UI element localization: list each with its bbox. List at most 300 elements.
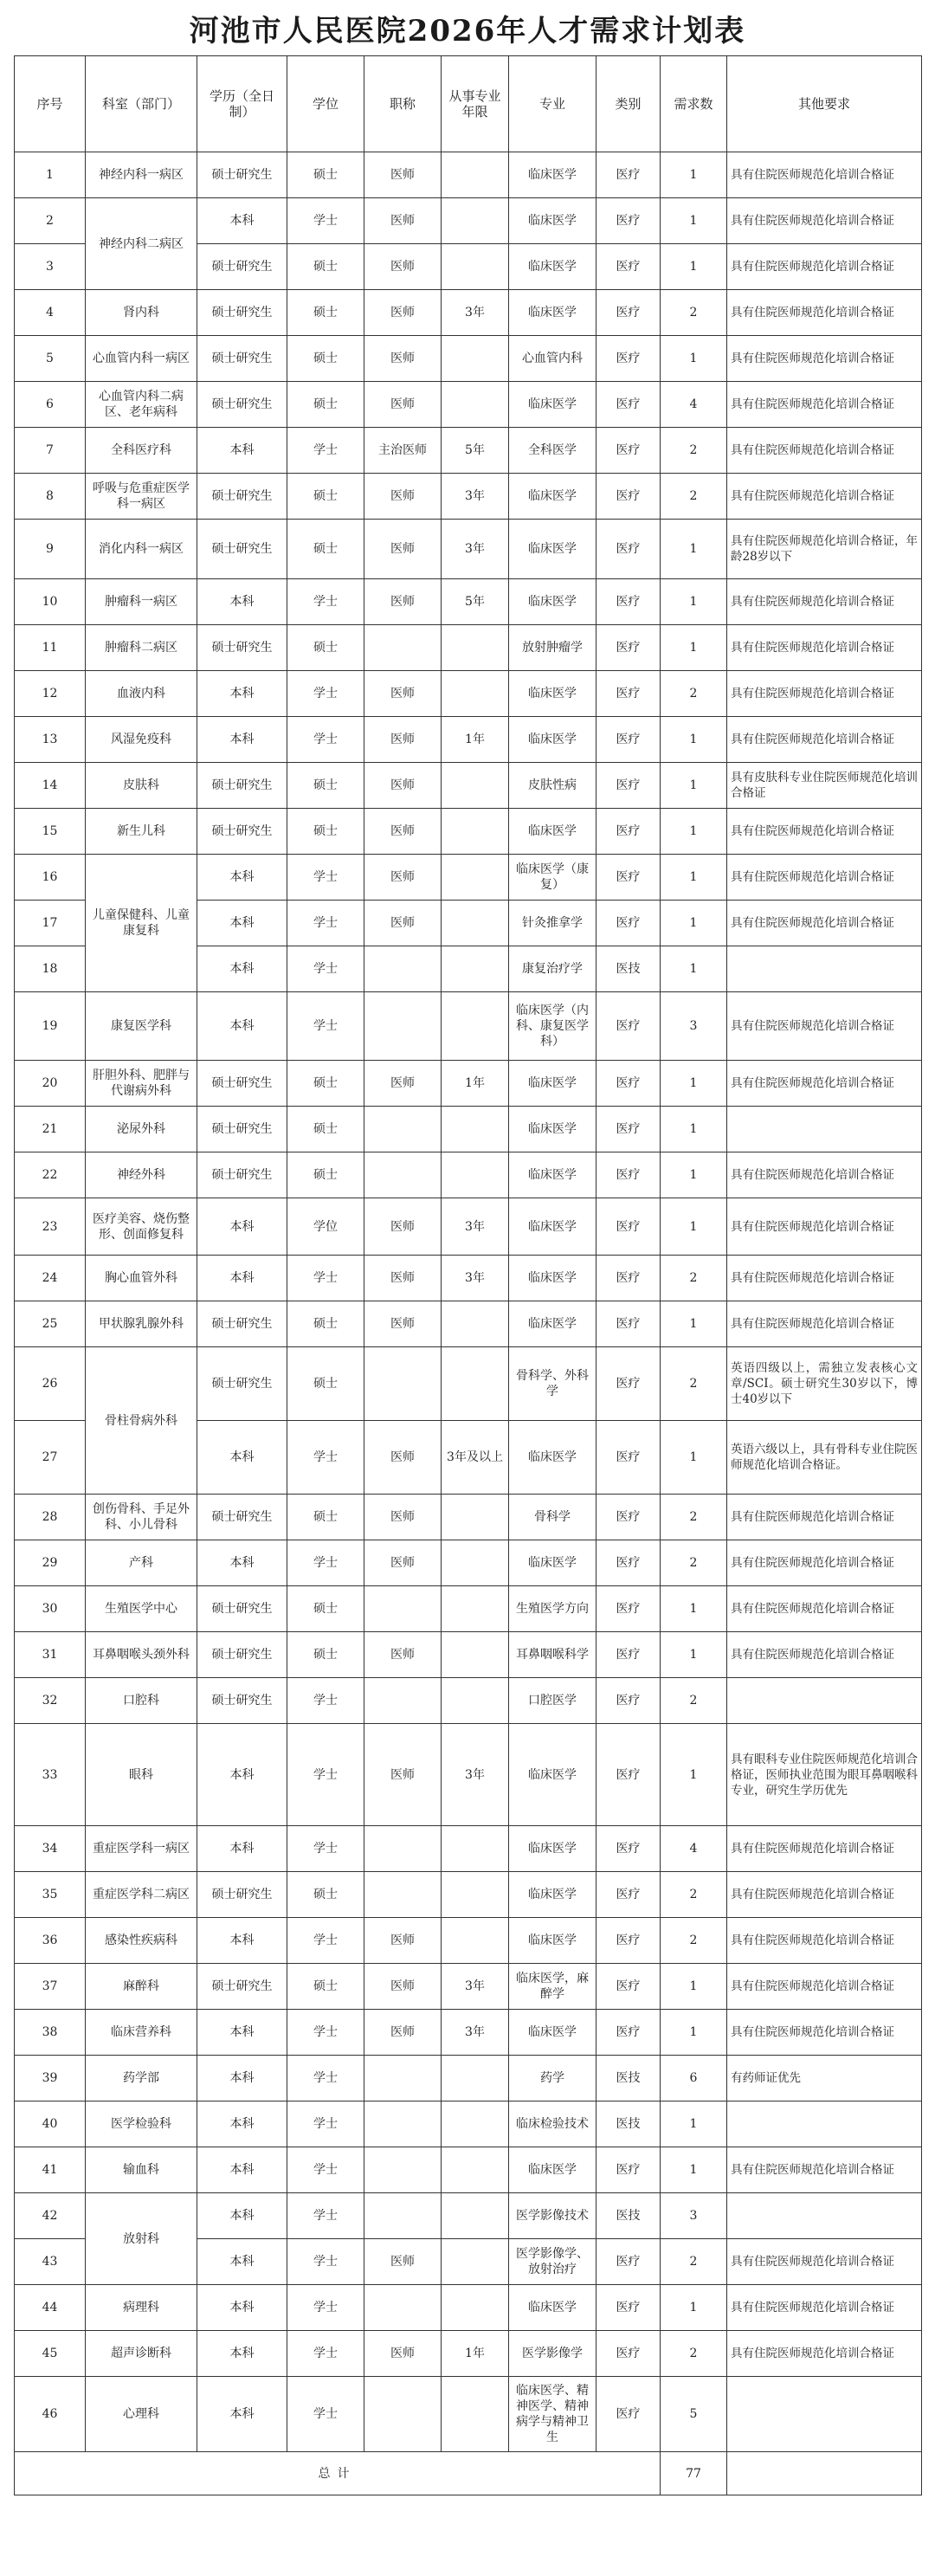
- degree-cell: 学士: [287, 1918, 364, 1964]
- degree-cell: 学士: [287, 671, 364, 717]
- total-row: [15, 2452, 922, 2495]
- years-cell: [442, 809, 509, 855]
- degree-cell: 学士: [287, 1540, 364, 1586]
- other-cell: 具有住院医师规范化培训合格证: [727, 1632, 922, 1678]
- category-cell: 医疗: [596, 2239, 661, 2285]
- category-cell: 医疗: [596, 336, 661, 382]
- no-cell: 38: [15, 2010, 86, 2056]
- need-cell: 1: [661, 198, 727, 244]
- major-cell: 临床医学: [509, 1061, 596, 1107]
- no-cell: 32: [15, 1678, 86, 1724]
- title-cell: [364, 1586, 442, 1632]
- dept-cell: 肿瘤科二病区: [86, 625, 197, 671]
- other-cell: 具有皮肤科专业住院医师规范化培训合格证: [727, 763, 922, 809]
- need-cell: 1: [661, 946, 727, 992]
- title-cell: 医师: [364, 1301, 442, 1347]
- title-cell: 医师: [364, 1540, 442, 1586]
- category-cell: 医技: [596, 2101, 661, 2147]
- table-header-row: [15, 56, 922, 152]
- no-cell: 4: [15, 290, 86, 336]
- degree-cell: 硕士: [287, 1872, 364, 1918]
- table-row: [15, 382, 922, 428]
- major-cell: 生殖医学方向: [509, 1586, 596, 1632]
- years-cell: 1年: [442, 717, 509, 763]
- header-degree: 学位: [287, 56, 364, 152]
- years-cell: [442, 1540, 509, 1586]
- category-cell: 医疗: [596, 1061, 661, 1107]
- other-cell: 具有住院医师规范化培训合格证，年龄28岁以下: [727, 520, 922, 579]
- other-cell: [727, 2377, 922, 2452]
- other-cell: 具有住院医师规范化培训合格证: [727, 474, 922, 520]
- title-cell: 医师: [364, 2239, 442, 2285]
- major-cell: 临床医学: [509, 1724, 596, 1826]
- title-cell: [364, 2285, 442, 2331]
- category-cell: 医疗: [596, 671, 661, 717]
- degree-cell: 学士: [287, 2010, 364, 2056]
- degree-cell: 学士: [287, 579, 364, 625]
- title-cell: 医师: [364, 382, 442, 428]
- degree-cell: 硕士: [287, 1301, 364, 1347]
- table-row: [15, 2331, 922, 2377]
- table-row: [15, 579, 922, 625]
- table-row: [15, 1061, 922, 1107]
- other-cell: 具有住院医师规范化培训合格证: [727, 855, 922, 901]
- other-cell: 具有住院医师规范化培训合格证: [727, 671, 922, 717]
- major-cell: 临床医学: [509, 1918, 596, 1964]
- no-cell: 29: [15, 1540, 86, 1586]
- category-cell: 医疗: [596, 1421, 661, 1495]
- years-cell: [442, 198, 509, 244]
- category-cell: 医疗: [596, 855, 661, 901]
- table-row: [15, 1826, 922, 1872]
- need-cell: 1: [661, 520, 727, 579]
- no-cell: 35: [15, 1872, 86, 1918]
- degree-cell: 学士: [287, 855, 364, 901]
- degree-cell: 学士: [287, 198, 364, 244]
- category-cell: 医疗: [596, 198, 661, 244]
- title-cell: 医师: [364, 763, 442, 809]
- category-cell: 医疗: [596, 1872, 661, 1918]
- education-cell: 硕士研究生: [197, 763, 287, 809]
- years-cell: [442, 1678, 509, 1724]
- years-cell: 1年: [442, 1061, 509, 1107]
- title-cell: [364, 1152, 442, 1198]
- table-row: [15, 1678, 922, 1724]
- table-row: [15, 625, 922, 671]
- education-cell: 硕士研究生: [197, 520, 287, 579]
- table-row: [15, 1107, 922, 1152]
- dept-cell: 口腔科: [86, 1678, 197, 1724]
- need-cell: 1: [661, 2285, 727, 2331]
- title-cell: 医师: [364, 901, 442, 946]
- years-cell: [442, 855, 509, 901]
- no-cell: 10: [15, 579, 86, 625]
- major-cell: 临床医学，麻醉学: [509, 1964, 596, 2010]
- degree-cell: 学士: [287, 2239, 364, 2285]
- category-cell: 医疗: [596, 244, 661, 290]
- other-cell: [727, 2193, 922, 2239]
- table-row: [15, 809, 922, 855]
- header-need: 需求数: [661, 56, 727, 152]
- years-cell: [442, 1347, 509, 1421]
- education-cell: 本科: [197, 901, 287, 946]
- major-cell: 临床医学: [509, 2147, 596, 2193]
- major-cell: 康复治疗学: [509, 946, 596, 992]
- title-cell: [364, 625, 442, 671]
- years-cell: [442, 2377, 509, 2452]
- title-cell: 医师: [364, 1964, 442, 2010]
- major-cell: 临床医学: [509, 198, 596, 244]
- need-cell: 2: [661, 474, 727, 520]
- category-cell: 医疗: [596, 992, 661, 1061]
- degree-cell: 硕士: [287, 1632, 364, 1678]
- degree-cell: 学士: [287, 2377, 364, 2452]
- title-cell: 医师: [364, 579, 442, 625]
- dept-cell: 心血管内科一病区: [86, 336, 197, 382]
- table-row: [15, 671, 922, 717]
- category-cell: 医疗: [596, 1632, 661, 1678]
- degree-cell: 学士: [287, 2193, 364, 2239]
- other-cell: 具有住院医师规范化培训合格证: [727, 1256, 922, 1301]
- category-cell: 医疗: [596, 474, 661, 520]
- major-cell: 针灸推拿学: [509, 901, 596, 946]
- need-cell: 5: [661, 2377, 727, 2452]
- header-title: 职称: [364, 56, 442, 152]
- table-row: [15, 2377, 922, 2452]
- category-cell: 医疗: [596, 1724, 661, 1826]
- no-cell: 14: [15, 763, 86, 809]
- major-cell: 放射肿瘤学: [509, 625, 596, 671]
- other-cell: [727, 1678, 922, 1724]
- other-cell: 具有住院医师规范化培训合格证: [727, 1872, 922, 1918]
- years-cell: [442, 1301, 509, 1347]
- no-cell: 23: [15, 1198, 86, 1256]
- major-cell: 临床医学: [509, 2285, 596, 2331]
- years-cell: [442, 2193, 509, 2239]
- dept-cell: 医疗美容、烧伤整形、创面修复科: [86, 1198, 197, 1256]
- other-cell: 具有住院医师规范化培训合格证: [727, 1495, 922, 1540]
- major-cell: 临床医学: [509, 474, 596, 520]
- table-row: [15, 1918, 922, 1964]
- major-cell: 心血管内科: [509, 336, 596, 382]
- major-cell: 临床医学、精神医学、精神病学与精神卫生: [509, 2377, 596, 2452]
- no-cell: 13: [15, 717, 86, 763]
- no-cell: 44: [15, 2285, 86, 2331]
- dept-cell: 创伤骨科、手足外科、小儿骨科: [86, 1495, 197, 1540]
- years-cell: [442, 763, 509, 809]
- major-cell: 临床医学（康复）: [509, 855, 596, 901]
- need-cell: 1: [661, 625, 727, 671]
- need-cell: 1: [661, 1301, 727, 1347]
- category-cell: 医疗: [596, 382, 661, 428]
- years-cell: [442, 336, 509, 382]
- table-row: [15, 1301, 922, 1347]
- dept-cell: 康复医学科: [86, 992, 197, 1061]
- need-cell: 2: [661, 2239, 727, 2285]
- title-cell: 医师: [364, 1421, 442, 1495]
- need-cell: 1: [661, 1586, 727, 1632]
- need-cell: 2: [661, 671, 727, 717]
- category-cell: 医疗: [596, 1964, 661, 2010]
- degree-cell: 硕士: [287, 152, 364, 198]
- no-cell: 11: [15, 625, 86, 671]
- dept-cell: 麻醉科: [86, 1964, 197, 2010]
- document-title: 河池市人民医院2026年人才需求计划表: [189, 13, 746, 48]
- no-cell: 18: [15, 946, 86, 992]
- education-cell: 硕士研究生: [197, 290, 287, 336]
- other-cell: 具有住院医师规范化培训合格证: [727, 1061, 922, 1107]
- major-cell: 药学: [509, 2056, 596, 2101]
- major-cell: 临床医学: [509, 152, 596, 198]
- other-cell: 具有住院医师规范化培训合格证: [727, 1198, 922, 1256]
- major-cell: 医学影像学: [509, 2331, 596, 2377]
- need-cell: 4: [661, 382, 727, 428]
- title-cell: [364, 1107, 442, 1152]
- major-cell: 临床医学: [509, 1152, 596, 1198]
- title-cell: 医师: [364, 1061, 442, 1107]
- education-cell: 本科: [197, 1918, 287, 1964]
- no-cell: 22: [15, 1152, 86, 1198]
- dept-cell: 感染性疾病科: [86, 1918, 197, 1964]
- years-cell: [442, 1586, 509, 1632]
- table-row: [15, 1256, 922, 1301]
- education-cell: 本科: [197, 1826, 287, 1872]
- no-cell: 2: [15, 198, 86, 244]
- other-cell: 具有住院医师规范化培训合格证: [727, 901, 922, 946]
- need-cell: 1: [661, 1421, 727, 1495]
- degree-cell: 学位: [287, 1198, 364, 1256]
- education-cell: 本科: [197, 198, 287, 244]
- major-cell: 医学影像技术: [509, 2193, 596, 2239]
- no-cell: 36: [15, 1918, 86, 1964]
- degree-cell: 硕士: [287, 244, 364, 290]
- no-cell: 17: [15, 901, 86, 946]
- degree-cell: 硕士: [287, 290, 364, 336]
- degree-cell: 学士: [287, 1256, 364, 1301]
- header-dept: 科室（部门）: [86, 56, 197, 152]
- other-cell: [727, 946, 922, 992]
- major-cell: 临床医学: [509, 1301, 596, 1347]
- need-cell: 1: [661, 855, 727, 901]
- dept-cell: 消化内科一病区: [86, 520, 197, 579]
- years-cell: [442, 244, 509, 290]
- need-cell: 1: [661, 1152, 727, 1198]
- table-row: [15, 717, 922, 763]
- category-cell: 医疗: [596, 152, 661, 198]
- years-cell: [442, 1872, 509, 1918]
- no-cell: 19: [15, 992, 86, 1061]
- table-row: [15, 2193, 922, 2239]
- no-cell: 37: [15, 1964, 86, 2010]
- title-cell: 医师: [364, 1256, 442, 1301]
- dept-cell: 肝胆外科、肥胖与代谢病外科: [86, 1061, 197, 1107]
- category-cell: 医疗: [596, 2331, 661, 2377]
- no-cell: 16: [15, 855, 86, 901]
- table-row: [15, 1198, 922, 1256]
- table-row: [15, 474, 922, 520]
- need-cell: 1: [661, 1724, 727, 1826]
- category-cell: 医疗: [596, 1301, 661, 1347]
- table-row: [15, 336, 922, 382]
- header-no: 序号: [15, 56, 86, 152]
- education-cell: 硕士研究生: [197, 1347, 287, 1421]
- dept-cell: 胸心血管外科: [86, 1256, 197, 1301]
- no-cell: 12: [15, 671, 86, 717]
- category-cell: 医疗: [596, 579, 661, 625]
- category-cell: 医疗: [596, 809, 661, 855]
- need-cell: 2: [661, 1540, 727, 1586]
- title-cell: 医师: [364, 336, 442, 382]
- education-cell: 硕士研究生: [197, 625, 287, 671]
- years-cell: 3年: [442, 520, 509, 579]
- degree-cell: 学士: [287, 1678, 364, 1724]
- other-cell: 具有住院医师规范化培训合格证: [727, 1964, 922, 2010]
- category-cell: 医技: [596, 2193, 661, 2239]
- title-cell: 医师: [364, 290, 442, 336]
- education-cell: 硕士研究生: [197, 1061, 287, 1107]
- table-row: [15, 2147, 922, 2193]
- years-cell: [442, 992, 509, 1061]
- years-cell: [442, 671, 509, 717]
- table-row: [15, 428, 922, 474]
- table-row: [15, 290, 922, 336]
- degree-cell: 学士: [287, 2285, 364, 2331]
- years-cell: [442, 1632, 509, 1678]
- dept-cell: 神经外科: [86, 1152, 197, 1198]
- years-cell: [442, 2285, 509, 2331]
- table-row: [15, 2101, 922, 2147]
- category-cell: 医疗: [596, 1540, 661, 1586]
- education-cell: 本科: [197, 855, 287, 901]
- dept-cell: 皮肤科: [86, 763, 197, 809]
- degree-cell: 硕士: [287, 809, 364, 855]
- other-cell: 具有住院医师规范化培训合格证: [727, 382, 922, 428]
- other-cell: 具有住院医师规范化培训合格证: [727, 1918, 922, 1964]
- major-cell: 皮肤性病: [509, 763, 596, 809]
- total-label: 总计: [15, 2452, 661, 2495]
- dept-cell: 生殖医学中心: [86, 1586, 197, 1632]
- category-cell: 医疗: [596, 2285, 661, 2331]
- header-major: 专业: [509, 56, 596, 152]
- major-cell: 临床医学: [509, 1540, 596, 1586]
- dept-cell: 心理科: [86, 2377, 197, 2452]
- other-cell: 具有住院医师规范化培训合格证: [727, 579, 922, 625]
- major-cell: 临床医学: [509, 717, 596, 763]
- other-cell: 具有住院医师规范化培训合格证: [727, 290, 922, 336]
- major-cell: 临床检验技术: [509, 2101, 596, 2147]
- degree-cell: 硕士: [287, 382, 364, 428]
- years-cell: [442, 2056, 509, 2101]
- table-row: [15, 2010, 922, 2056]
- education-cell: 本科: [197, 2056, 287, 2101]
- dept-cell: 全科医疗科: [86, 428, 197, 474]
- table-row: [15, 1964, 922, 2010]
- title-cell: 医师: [364, 855, 442, 901]
- education-cell: 硕士研究生: [197, 336, 287, 382]
- education-cell: 本科: [197, 671, 287, 717]
- other-cell: 具有住院医师规范化培训合格证: [727, 1586, 922, 1632]
- dept-cell: 病理科: [86, 2285, 197, 2331]
- years-cell: [442, 2147, 509, 2193]
- education-cell: 硕士研究生: [197, 1495, 287, 1540]
- table-row: [15, 152, 922, 198]
- table-row: [15, 198, 922, 244]
- category-cell: 医疗: [596, 290, 661, 336]
- category-cell: 医疗: [596, 717, 661, 763]
- header-category: 类别: [596, 56, 661, 152]
- table-row: [15, 1724, 922, 1826]
- other-cell: 具有住院医师规范化培训合格证: [727, 1301, 922, 1347]
- dept-cell: 心血管内科二病区、老年病科: [86, 382, 197, 428]
- degree-cell: 硕士: [287, 520, 364, 579]
- years-cell: [442, 1152, 509, 1198]
- no-cell: 1: [15, 152, 86, 198]
- table-row: [15, 2056, 922, 2101]
- education-cell: 本科: [197, 992, 287, 1061]
- title-cell: [364, 1347, 442, 1421]
- title-cell: 医师: [364, 1918, 442, 1964]
- title-cell: [364, 2056, 442, 2101]
- category-cell: 医疗: [596, 1152, 661, 1198]
- no-cell: 24: [15, 1256, 86, 1301]
- category-cell: 医疗: [596, 1198, 661, 1256]
- title-cell: [364, 992, 442, 1061]
- education-cell: 硕士研究生: [197, 474, 287, 520]
- dept-cell: 临床营养科: [86, 2010, 197, 2056]
- other-cell: 具有住院医师规范化培训合格证: [727, 992, 922, 1061]
- education-cell: 硕士研究生: [197, 1301, 287, 1347]
- need-cell: 1: [661, 2147, 727, 2193]
- major-cell: 临床医学: [509, 1256, 596, 1301]
- total-empty: [727, 2452, 922, 2495]
- need-cell: 1: [661, 809, 727, 855]
- dept-cell: 药学部: [86, 2056, 197, 2101]
- title-cell: 医师: [364, 1495, 442, 1540]
- degree-cell: 硕士: [287, 474, 364, 520]
- major-cell: 临床医学: [509, 579, 596, 625]
- need-cell: 1: [661, 1632, 727, 1678]
- degree-cell: 学士: [287, 992, 364, 1061]
- need-cell: 4: [661, 1826, 727, 1872]
- education-cell: 硕士研究生: [197, 1632, 287, 1678]
- other-cell: 具有眼科专业住院医师规范化培训合格证，医师执业范围为眼耳鼻咽喉科专业，研究生学历优先: [727, 1724, 922, 1826]
- no-cell: 30: [15, 1586, 86, 1632]
- no-cell: 3: [15, 244, 86, 290]
- years-cell: 3年: [442, 1256, 509, 1301]
- no-cell: 20: [15, 1061, 86, 1107]
- no-cell: 43: [15, 2239, 86, 2285]
- dept-cell: 医学检验科: [86, 2101, 197, 2147]
- education-cell: 本科: [197, 2147, 287, 2193]
- other-cell: 有药师证优先: [727, 2056, 922, 2101]
- other-cell: [727, 2101, 922, 2147]
- years-cell: 5年: [442, 428, 509, 474]
- degree-cell: 硕士: [287, 625, 364, 671]
- category-cell: 医疗: [596, 1918, 661, 1964]
- degree-cell: 学士: [287, 428, 364, 474]
- other-cell: 具有住院医师规范化培训合格证: [727, 625, 922, 671]
- years-cell: [442, 1107, 509, 1152]
- title-cell: 医师: [364, 717, 442, 763]
- years-cell: [442, 1495, 509, 1540]
- education-cell: 本科: [197, 2101, 287, 2147]
- major-cell: 临床医学: [509, 1826, 596, 1872]
- other-cell: [727, 1107, 922, 1152]
- title-cell: 医师: [364, 1724, 442, 1826]
- degree-cell: 硕士: [287, 1586, 364, 1632]
- major-cell: 临床医学（内科、康复医学科）: [509, 992, 596, 1061]
- category-cell: 医疗: [596, 1586, 661, 1632]
